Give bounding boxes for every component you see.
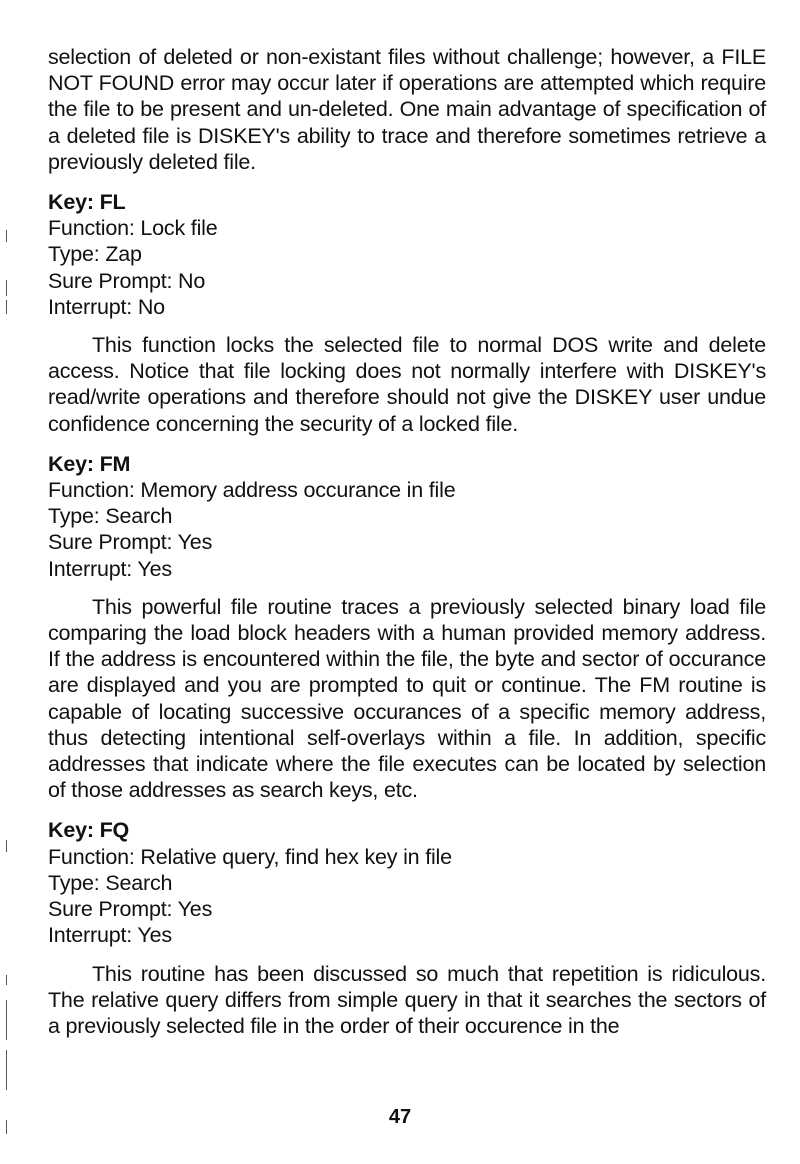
- margin-mark: [6, 230, 7, 242]
- scan-margin-marks: [0, 0, 14, 1164]
- margin-mark: [6, 1000, 7, 1040]
- key-heading: Key: FL: [48, 190, 126, 215]
- section-description: This function locks the selected file to normal DOS write and delete access. Notice that file locking does not normally interfere with DISKEY's read/write operations and therefore should not give the DISKEY user undue confidence concerning the security of a locked file.: [48, 333, 766, 436]
- margin-mark: [6, 300, 7, 314]
- margin-mark: [6, 1050, 7, 1090]
- section-description: This routine has been discussed so much that repetition is ridiculous. The relative query differs from simple query in that it searches the sectors of a previously selected file in the order of their occurence in the: [48, 961, 766, 1038]
- type-line: Type: Zap: [48, 242, 142, 267]
- margin-mark: [6, 840, 7, 852]
- type-line: Type: Search: [48, 504, 173, 529]
- key-heading: Key: FM: [48, 451, 131, 476]
- section-description: This powerful file routine traces a previously selected binary load file comparing the load block headers with a human provided memory address. If the address is encountered within the file, the byte and sector of occurance are displayed and you are prompted to quit or continue. The FM routine is capable of locating successive occurances of a specific memory address, thus detecting intentional self-overlays within a file. In addition, specific addresses that indicate where the file executes can be located by selection of those addresses as search keys, etc.: [48, 594, 766, 803]
- key-section-fm: [48, 451, 766, 804]
- key-heading: Key: FQ: [48, 818, 130, 843]
- sure-prompt-line: Sure Prompt: No: [48, 268, 206, 293]
- function-line: Function: Lock file: [48, 216, 218, 241]
- sure-prompt-line: Sure Prompt: Yes: [48, 530, 213, 555]
- type-line: Type: Search: [48, 870, 173, 895]
- interrupt-line: Interrupt: Yes: [48, 556, 172, 581]
- interrupt-line: Interrupt: No: [48, 294, 165, 319]
- margin-mark: [6, 975, 7, 985]
- function-line: Function: Relative query, find hex key in file: [48, 844, 452, 869]
- intro-paragraph: selection of deleted or non-existant files without challenge; however, a FILE NOT FOUND error may occur later if operations are attempted which require the file to be present and un-deleted. One main advantage of specification of a deleted file is DISKEY's ability to trace and therefore sometimes retrieve a previously deleted file.: [48, 45, 766, 174]
- key-section-fl: [48, 189, 766, 437]
- key-section-fq: [48, 817, 766, 1039]
- interrupt-line: Interrupt: Yes: [48, 923, 172, 948]
- page-number: 47: [388, 1106, 412, 1128]
- sure-prompt-line: Sure Prompt: Yes: [48, 897, 213, 922]
- margin-mark: [6, 280, 7, 296]
- function-line: Function: Memory address occurance in file: [48, 478, 456, 503]
- document-page: [48, 44, 766, 1039]
